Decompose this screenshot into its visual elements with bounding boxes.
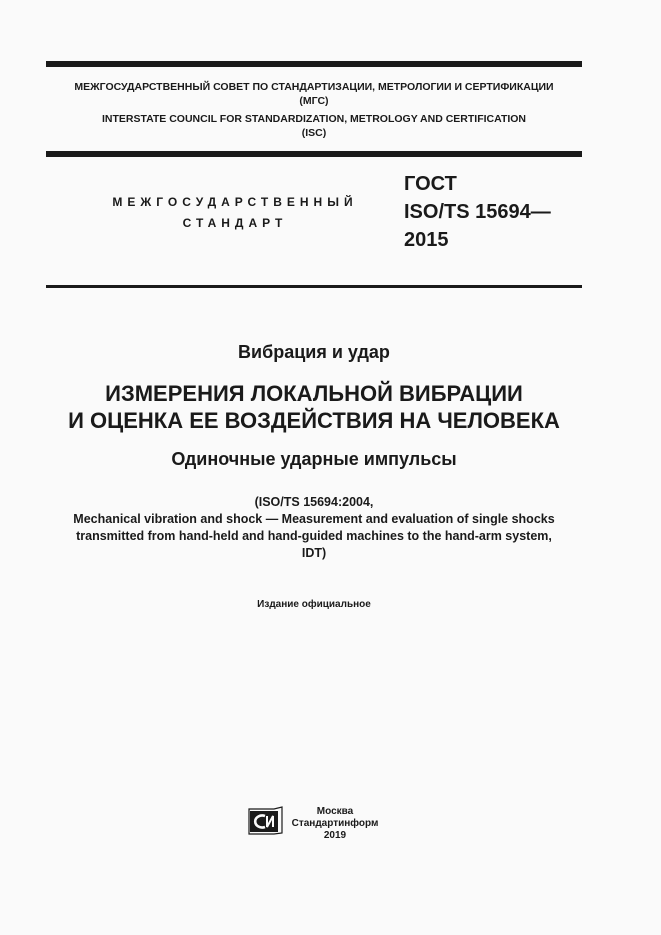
publication-year: 2019 <box>323 830 347 841</box>
gost-line3: 2015 <box>404 229 449 251</box>
standard-type-line1: МЕЖГОСУДАРСТВЕННЫЙ <box>112 195 358 209</box>
document-title <box>46 380 582 434</box>
standartinform-logo-icon <box>248 806 286 836</box>
intl-line2: Mechanical vibration and shock — Measurement and evaluation of single shocks <box>73 512 555 526</box>
edition-label: Издание официальное <box>257 599 371 610</box>
council-name-en <box>46 112 582 140</box>
gost-line2: ISO/TS 15694— <box>404 201 551 223</box>
publisher-block <box>290 806 380 842</box>
council-name-ru <box>46 80 582 108</box>
council-ru-text: МЕЖГОСУДАРСТВЕННЫЙ СОВЕТ ПО СТАНДАРТИЗАЦИИ, МЕТРОЛОГИИ И СЕРТИФИКАЦИИ <box>74 81 554 93</box>
standard-type-line2: СТАНДАРТ <box>182 216 288 230</box>
intl-line1: (ISO/TS 15694:2004, <box>254 495 374 509</box>
international-equivalent <box>46 494 582 562</box>
document-subtitle: Одиночные ударные импульсы <box>171 449 457 469</box>
gost-line1: ГОСТ <box>404 173 457 195</box>
council-en-text: INTERSTATE COUNCIL FOR STANDARDIZATION, METROLOGY AND CERTIFICATION <box>101 113 527 125</box>
publisher-city: Москва <box>316 806 354 817</box>
title-line2: И ОЦЕНКА ЕЕ ВОЗДЕЙСТВИЯ НА ЧЕЛОВЕКА <box>68 408 560 433</box>
council-ru-abbr: (МГС) <box>299 95 329 107</box>
title-line1: ИЗМЕРЕНИЯ ЛОКАЛЬНОЙ ВИБРАЦИИ <box>105 381 523 406</box>
middle-rule <box>46 151 582 157</box>
top-rule <box>46 61 582 67</box>
subject-heading: Вибрация и удар <box>238 342 390 362</box>
council-en-abbr: (ISC) <box>301 127 327 139</box>
intl-line4: IDT) <box>301 546 327 560</box>
intl-line3: transmitted from hand-held and hand-guided machines to the hand-arm system, <box>76 529 552 543</box>
lower-rule <box>46 285 582 288</box>
publisher-name: Стандартинформ <box>291 818 379 829</box>
standard-type <box>100 192 370 234</box>
gost-designation <box>404 170 551 254</box>
